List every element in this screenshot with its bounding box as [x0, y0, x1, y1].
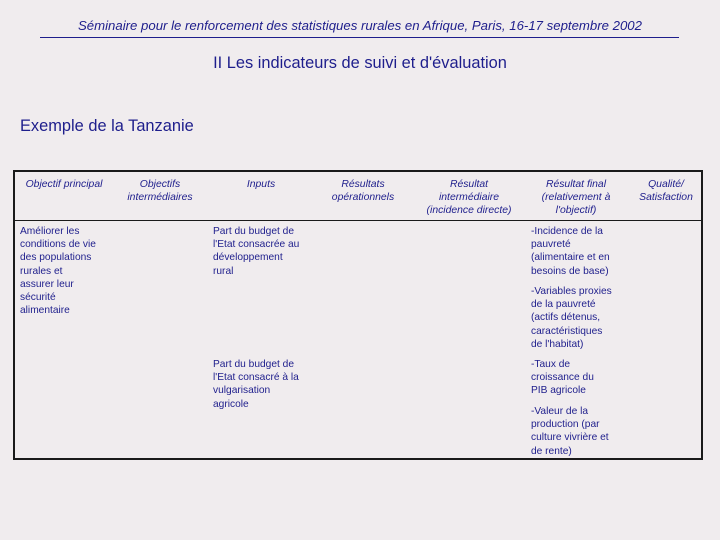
- cell-line: Part du budget de: [213, 226, 294, 237]
- cell-line: alimentaire: [20, 305, 70, 317]
- column-header-qualite: [630, 178, 702, 204]
- cell-line: -Taux de: [531, 359, 571, 370]
- header-line: Qualité/: [648, 179, 684, 190]
- cell-line: de rente): [531, 445, 572, 457]
- header-line: opérationnels: [331, 192, 395, 203]
- column-header-inputs: [236, 178, 286, 191]
- cell-line: de la pauvreté: [531, 299, 596, 311]
- cell-line: conditions de vie: [20, 239, 96, 251]
- cell-line: (actifs détenus,: [531, 312, 601, 324]
- header-line: Résultats: [341, 179, 385, 190]
- final-result-poverty-incidence: [531, 225, 610, 278]
- cell-line: besoins de base): [531, 265, 609, 277]
- header-line: Résultat: [449, 179, 489, 190]
- cell-line: l'Etat consacrée au: [213, 239, 300, 251]
- cell-line: vulgarisation: [213, 385, 271, 397]
- input-cell-rural-development-budget: [213, 225, 299, 278]
- cell-line: rural: [213, 265, 234, 277]
- header-line: Objectif principal: [25, 179, 103, 190]
- column-header-resultat-final: [530, 178, 622, 217]
- cell-line: assurer leur: [20, 278, 74, 290]
- cell-line: PIB agricole: [531, 385, 586, 397]
- cell-line: pauvreté: [531, 239, 571, 251]
- cell-line: culture vivrière et: [531, 432, 609, 444]
- column-header-objectif-principal: [23, 178, 105, 191]
- final-result-poverty-proxies: [531, 285, 612, 351]
- cell-line: l'Etat consacré à la: [213, 372, 299, 384]
- header-line: (incidence directe): [426, 205, 512, 216]
- header-line: Résultat final: [545, 179, 607, 190]
- header-line: Inputs: [246, 179, 276, 190]
- cell-line: production (par: [531, 419, 600, 431]
- cell-line: des populations: [20, 252, 92, 264]
- cell-line: rurales et: [20, 265, 63, 277]
- section-title: II Les indicateurs de suivi et d'évaluation: [213, 54, 507, 72]
- header-line: (relativement à: [541, 192, 611, 203]
- cell-line: sécurité: [20, 292, 56, 304]
- column-header-objectifs-intermediaires: [120, 178, 200, 204]
- header-line: Satisfaction: [639, 192, 693, 203]
- header-line: intermédiaire: [438, 192, 500, 203]
- cell-line: Part du budget de: [213, 359, 294, 370]
- objective-cell: [20, 225, 96, 317]
- header-line: Objectifs: [139, 179, 181, 190]
- column-header-resultat-intermediaire: [416, 178, 522, 217]
- cell-line: Améliorer les: [20, 226, 80, 237]
- header-underline: [40, 37, 679, 38]
- table-header-divider: [15, 220, 701, 221]
- cell-line: de l'habitat): [531, 338, 584, 350]
- column-header-resultats-operationnels: [323, 178, 403, 204]
- cell-line: agricole: [213, 398, 249, 410]
- header-line: l'objectif): [555, 205, 597, 216]
- cell-line: caractéristiques: [531, 325, 603, 337]
- input-cell-agricultural-extension-budget: [213, 358, 299, 411]
- cell-line: (alimentaire et en: [531, 252, 610, 264]
- final-result-production-value: [531, 405, 609, 458]
- cell-line: développement: [213, 252, 283, 264]
- cell-line: croissance du: [531, 372, 594, 384]
- cell-line: -Variables proxies: [531, 286, 612, 297]
- cell-line: -Valeur de la: [531, 406, 589, 417]
- header-line: intermédiaires: [127, 192, 193, 203]
- final-result-agricultural-gdp-growth: [531, 358, 594, 398]
- example-title: Exemple de la Tanzanie: [20, 117, 194, 135]
- cell-line: -Incidence de la: [531, 226, 603, 237]
- seminar-header: Séminaire pour le renforcement des statistiques rurales en Afrique, Paris, 16-17 septembre 2002: [78, 18, 642, 33]
